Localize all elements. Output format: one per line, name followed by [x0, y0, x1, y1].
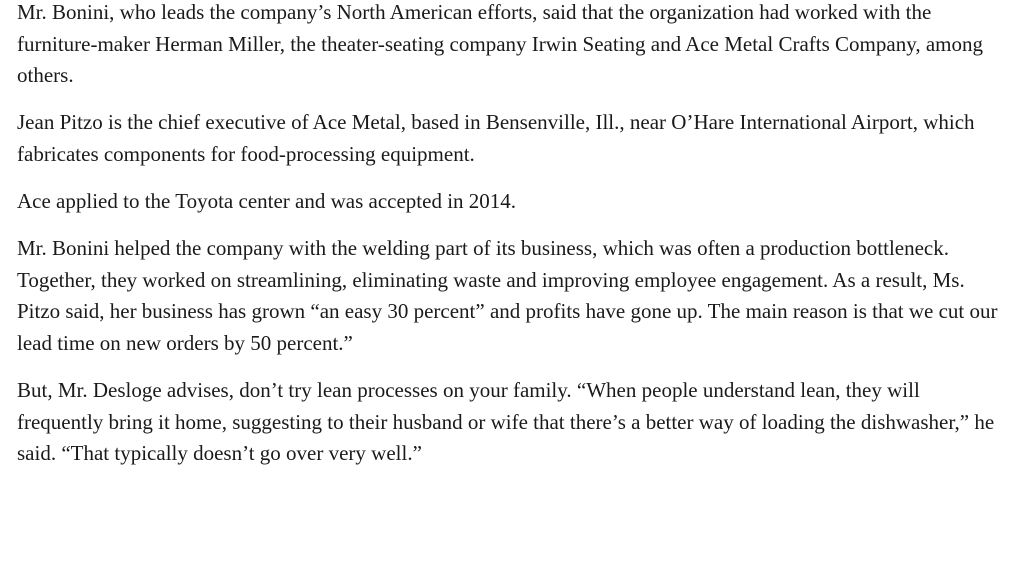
article-paragraph: Mr. Bonini helped the company with the welding part of its business, which was often a production bottleneck. Together, they worked on streamlining, eliminating waste and improving employee engagement. As a result, Ms. Pitzo said, her business has grown “an easy 30 percent” and profits have gone up. The main reason is that we cut our lead time on new orders by 50 percent.” [17, 236, 998, 355]
article-body [17, 0, 1007, 485]
article-paragraph: Jean Pitzo is the chief executive of Ace Metal, based in Bensenville, Ill., near O’Hare International Airport, which fabricates components for food-processing equipment. [17, 110, 975, 166]
article-paragraph: But, Mr. Desloge advises, don’t try lean processes on your family. “When people understand lean, they will frequently bring it home, suggesting to their husband or wife that there’s a better way of loading the dishwasher,” he said. “That typically doesn’t go over very well.” [17, 377, 995, 466]
article-paragraph: Mr. Bonini, who leads the company’s North American efforts, said that the organization had worked with the furniture-maker Herman Miller, the theater-seating company Irwin Seating and Ace Metal Crafts Company, among others. [17, 0, 983, 88]
article-paragraph: Ace applied to the Toyota center and was accepted in 2014. [17, 188, 517, 213]
